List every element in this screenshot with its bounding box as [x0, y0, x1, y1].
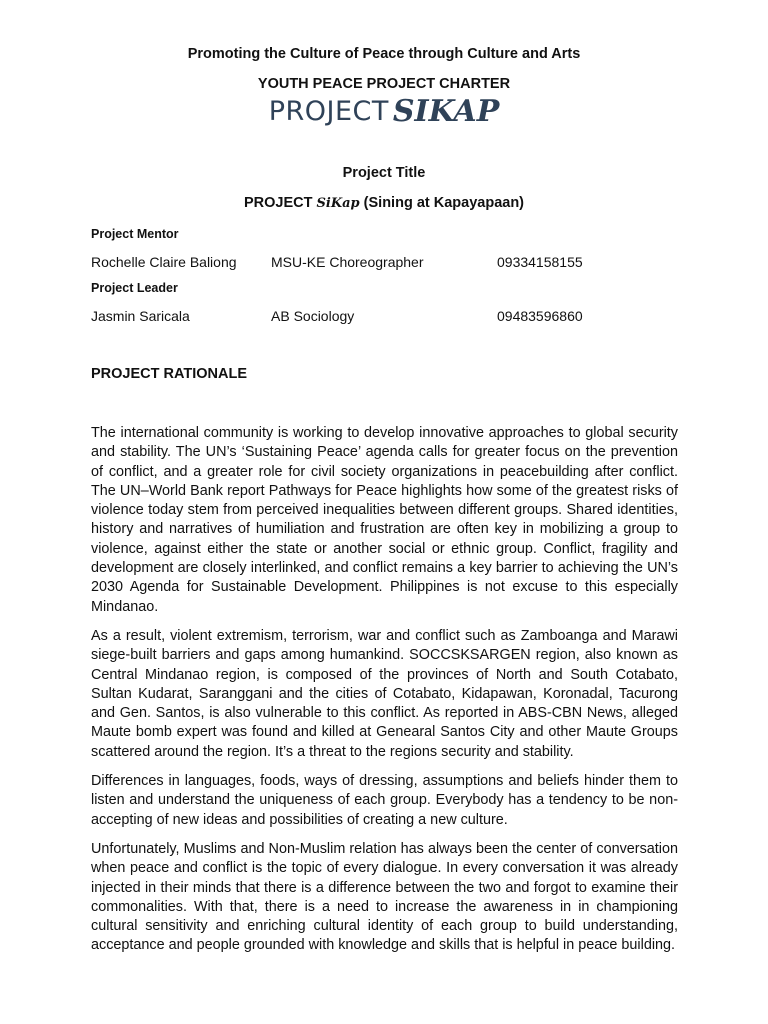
project-title-line	[0, 195, 768, 211]
charter-title: YOUTH PEACE PROJECT CHARTER	[257, 76, 511, 92]
mentor-name: Rochelle Claire Baliong	[91, 254, 237, 270]
leader-label: Project Leader	[91, 281, 178, 295]
project-title-suffix: (Sining at Kapayapaan)	[363, 195, 525, 211]
project-title-heading: Project Title	[342, 165, 426, 181]
leader-row	[0, 308, 768, 328]
rationale-heading: PROJECT RATIONALE	[91, 366, 248, 382]
project-logo	[0, 92, 768, 132]
leader-phone: 09483596860	[497, 308, 583, 324]
mentor-row	[0, 254, 768, 274]
project-title-brand: SiKap	[316, 196, 360, 211]
leader-name: Jasmin Saricala	[91, 308, 190, 324]
logo-word: PROJECT	[268, 96, 389, 127]
rationale-paragraph: Unfortunately, Muslims and Non-Muslim relation has always been the center of conversation when peace and conflict is the topic of every dialogue. In every conversation it was already injected in their minds that there is a difference between the two and forgot to examine their commonalities. With that, there is a need to increase the awareness in in championing cultural sensitivity and enriching cultural identity of each group to build understanding, acceptance and people grounded with knowledge and skills that is helpful in peace building.	[91, 841, 678, 954]
project-title-prefix: PROJECT	[243, 195, 313, 211]
rationale-paragraph: As a result, violent extremism, terrorism, war and conflict such as Zamboanga and Marawi siege-built barriers and gaps among humankind. SOCCSKSARGEN region, also known as Central Mindanao region, is composed of the provinces of North and South Cotabato, Sultan Kudarat, Saranggani and the cities of Cotabato, Kidapawan, Koronadal, Tacurong and Gen. Santos, is also vulnerable to this conflict. As reported in ABS-CBN News, alleged Maute bomb expert was found and killed at Genearal Santos City and other Maute Groups scattered around the region. It’s a threat to the regions security and stability.	[91, 628, 678, 760]
mentor-phone: 09334158155	[497, 254, 583, 270]
logo-brand: SIKAP	[392, 94, 500, 129]
rationale-paragraph: Differences in languages, foods, ways of dressing, assumptions and beliefs hinder them to listen and understand the uniqueness of each group. Everybody has a tendency to be non-accepting of new ideas and possibilities of creating a new culture.	[91, 773, 678, 828]
rationale-paragraph: The international community is working to develop innovative approaches to global security and stability. The UN’s ‘Sustaining Peace’ agenda calls for greater focus on the prevention of conflict, and a greater role for civil society organizations in peacebuilding after conflict. The UN–World Bank report Pathways for Peace highlights how some of the greatest risks of violence today stem from perceived inequalities between different groups. Shared identities, history and narratives of humiliation and frustration are often key in mobilizing a group to violence, against either the state or another social or ethnic group. Conflict, fragility and development are closely interlinked, and conflict remains a key barrier to achieving the UN’s 2030 Agenda for Sustainable Development. Philippines is not excuse to this especially Mindanao.	[91, 425, 678, 615]
mentor-role: MSU-KE Choreographer	[271, 254, 424, 270]
leader-role: AB Sociology	[271, 308, 355, 324]
document-subtitle: Promoting the Culture of Peace through Culture and Arts	[187, 46, 581, 62]
mentor-label: Project Mentor	[91, 227, 179, 241]
